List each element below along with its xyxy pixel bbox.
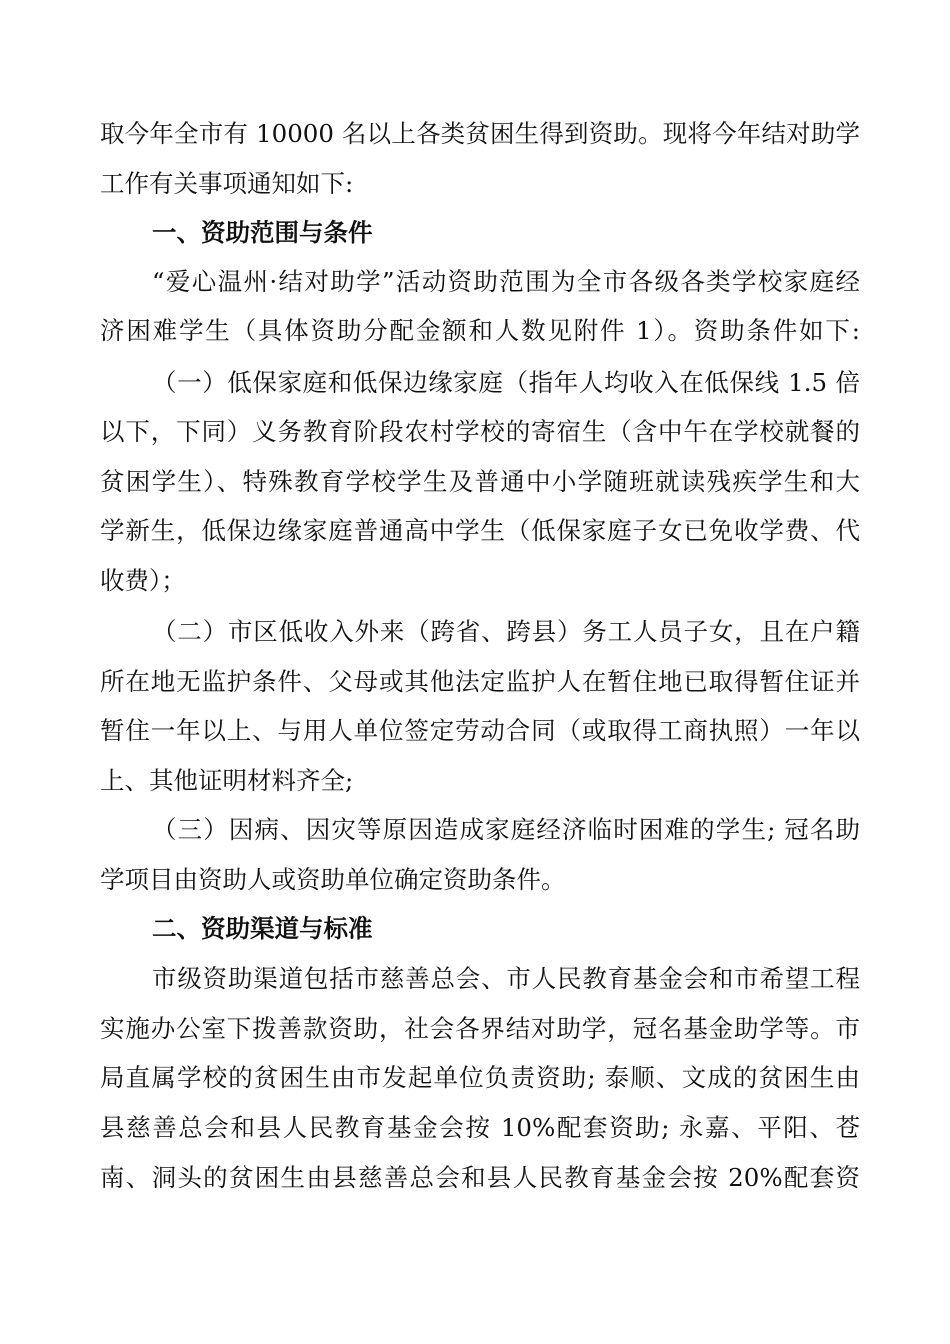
body-line: 上、其他证明材料齐全; <box>100 766 354 795</box>
body-line: 工作有关事项通知如下: <box>100 169 354 198</box>
body-line: 实施办公室下拨善款资助，社会各界结对助学，冠名基金助学等。市 <box>100 1014 860 1043</box>
body-line: 所在地无监护条件、父母或其他法定监护人在暂住地已取得暂住证并 <box>100 667 860 696</box>
body-line: 济困难学生（具体资助分配金额和人数见附件 1）。资助条件如下: <box>100 316 860 345</box>
body-line: 南、洞头的贫困生由县慈善总会和县人民教育基金会按 20%配套资 <box>100 1163 860 1192</box>
body-line: 贫困学生）、特殊教育学校学生及普通中小学随班就读残疾学生和大 <box>100 467 860 496</box>
body-line: 暂住一年以上、与用人单位签定劳动合同（或取得工商执照）一年以 <box>100 716 860 745</box>
body-line: （二）市区低收入外来（跨省、跨县）务工人员子女，且在户籍 <box>152 617 860 646</box>
body-line: （三）因病、因灾等原因造成家庭经济临时困难的学生; 冠名助 <box>152 815 860 844</box>
body-line: 县慈善总会和县人民教育基金会按 10%配套资助; 永嘉、平阳、苍 <box>100 1113 860 1142</box>
section-heading: 二、资助渠道与标准 <box>152 914 373 943</box>
body-line: （一）低保家庭和低保边缘家庭（指年人均收入在低保线 1.5 倍 <box>152 368 860 397</box>
body-line: 以下，下同）义务教育阶段农村学校的寄宿生（含中午在学校就餐的 <box>100 417 860 446</box>
body-line: “爱心温州·结对助学”活动资助范围为全市各级各类学校家庭经 <box>152 267 860 296</box>
body-line: 学项目由资助人或资助单位确定资助条件。 <box>100 865 566 894</box>
section-heading: 一、资助范围与条件 <box>152 218 373 247</box>
body-line: 收费）； <box>100 566 186 595</box>
body-line: 市级资助渠道包括市慈善总会、市人民教育基金会和市希望工程 <box>152 964 860 993</box>
body-line: 学新生，低保边缘家庭普通高中学生（低保家庭子女已免收学费、代 <box>100 516 860 545</box>
body-line: 取今年全市有 10000 名以上各类贫困生得到资助。现将今年结对助学 <box>100 119 860 148</box>
body-line: 局直属学校的贫困生由市发起单位负责资助; 泰顺、文成的贫困生由 <box>100 1063 860 1092</box>
